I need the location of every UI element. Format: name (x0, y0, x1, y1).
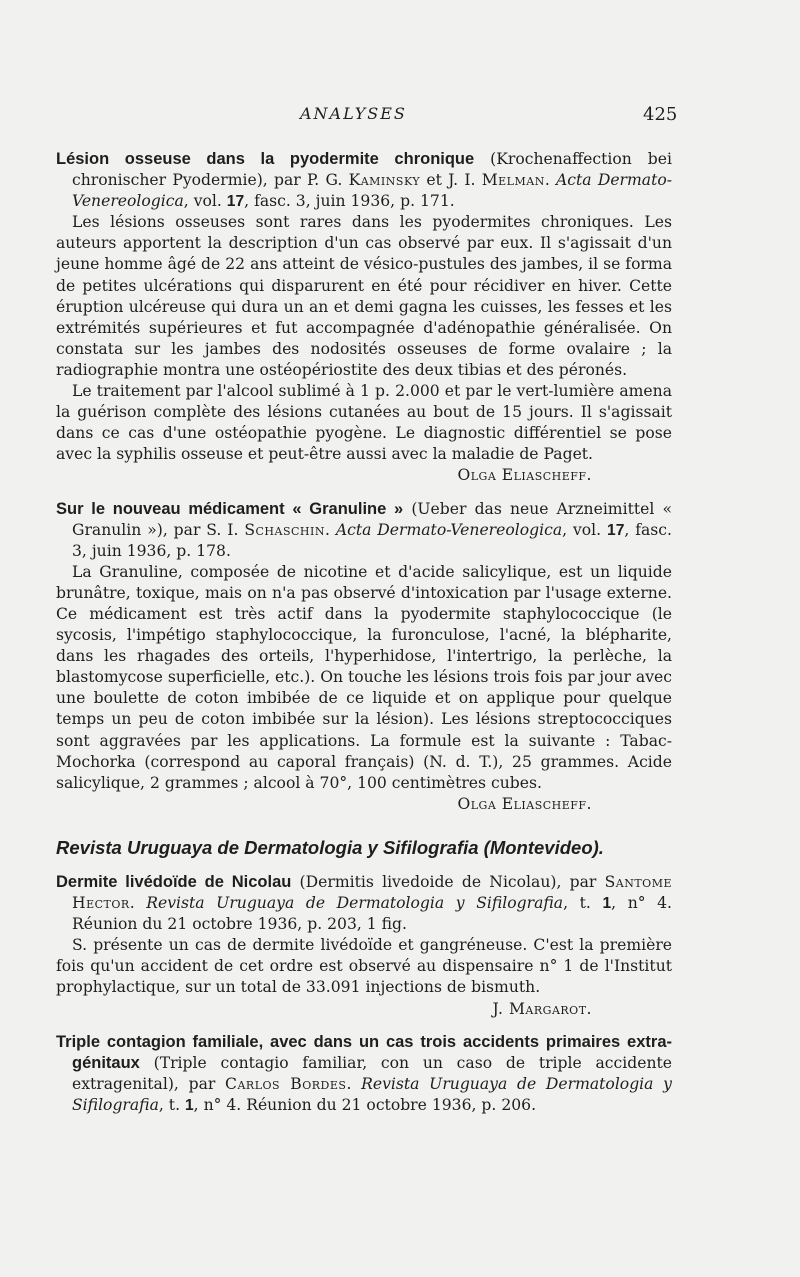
article-body (56, 149, 672, 1116)
reference-text: (Ueber das neue Arzneimittel « Granulin »), par S. I. (72, 499, 672, 539)
reference-text: . (346, 1074, 362, 1093)
reference-text: (Triple contagio familiar, con un caso de triple accidente extragenital), par (72, 1053, 672, 1093)
author-name: Melman (481, 171, 545, 190)
signature (56, 794, 672, 815)
reference-text: , fasc. 3, juin 1936, p. 178. (72, 520, 672, 560)
abstract-heading-3 (56, 872, 672, 935)
author-name: Carlos Bordes (225, 1074, 347, 1093)
volume-number: 1 (602, 895, 612, 913)
abstract-heading-4 (56, 1032, 672, 1116)
reference-text: , vol. (562, 520, 608, 539)
abstract-paragraph: La Granuline, composée de nicotine et d'acide salicylique, est un liquide brunâtre, toxique, mais on n'a pas observé d'intoxication par l'usage externe. Ce médicament est très actif dans la pyodermite staphylococcique (le sycosis, l'impétigo staphylococcique, la furonculose, l'acné, la blépharite, dans les rhagades des orteils, l'hyperhidose, l'intertrigo, la perlèche, la blastomycose superficielle, etc.). On touche les lésions trois fois par jour avec une boulette de coton imbibée de ce liquide et on applique pour quelque temps un peu de coton imbibée sur la lésion). Les lésions streptococciques sont aggravées par les applications. La formule est la suivante : Tabac-Mochorka (correspond au caporal français) (N. d. T.), 25 grammes. Acide salicylique, 2 grammes ; alcool à 70°, 100 centimètres cubes. (56, 562, 672, 792)
reference-text: et J. I. (420, 171, 482, 190)
abstract-heading-2 (56, 499, 672, 562)
abstract-title: Triple contagion familiale, avec dans un cas trois accidents primaires extra-génitaux (56, 1032, 672, 1072)
abstract-title: Lésion osseuse dans la pyodermite chronique (56, 150, 475, 168)
volume-number: 1 (184, 1096, 194, 1114)
journal-name: Acta Dermato-Venereologica (72, 171, 673, 211)
signature-name: Olga Eliascheff. (457, 466, 592, 485)
journal-name: Acta Dermato-Venereologica (335, 520, 563, 539)
reference-text: (Krochenaffection bei chronischer Pyodermie), par P. G. (72, 150, 672, 190)
reference-text: , vol. (183, 192, 227, 211)
section-title: Revista Uruguaya de Dermatologia y Sifilografia (Montevideo). (56, 836, 604, 858)
abstract-paragraph: Les lésions osseuses sont rares dans les pyodermites chroniques. Les auteurs apportent la description d'un cas observé par eux. Il s'agissait d'un jeune homme âgé de 22 ans atteint de vésico-pustules des jambes, il se forma de petites ulcérations qui disparurent en été pour récidiver en hiver. Cette éruption ulcéreuse qui dura un an et demi gagna les cuisses, les fesses et les extrémités supérieures et fut accompagnée d'adénopathie généralisée. On constata sur les jambes des nodosités osseuses de forme ovalaire ; la radiographie montra une ostéopériostite des deux tibias et des péronés. (56, 213, 672, 379)
abstract-heading-1 (56, 149, 672, 212)
reference-text: , n° 4. Réunion du 21 octobre 1936, p. 203, 1 fig. (72, 894, 673, 934)
reference-text: , t. (158, 1095, 185, 1114)
running-header (0, 104, 800, 132)
running-title: ANALYSES (300, 104, 407, 123)
reference-text: (Dermitis livedoide de Nicolau), par (291, 873, 605, 891)
reference-text: . (544, 171, 557, 190)
signature-name: J. Margarot. (492, 999, 592, 1018)
abstract-paragraph: Le traitement par l'alcool sublimé à 1 p. 2.000 et par le vert-lumière amena la guérison complète des lésions cutanées au bout de 15 jours. Il s'agissait dans ce cas d'une ostéopathie pyogène. Le diagnostic différentiel se pose avec la syphilis osseuse et peut-être aussi avec la maladie de Paget. (56, 382, 672, 464)
author-name: Kaminsky (348, 171, 421, 190)
volume-number: 17 (607, 521, 625, 539)
author-name: Schaschin (244, 520, 325, 539)
signature-name: Olga Eliascheff. (457, 794, 592, 813)
abstract-title: Sur le nouveau médicament « Granuline » (56, 499, 404, 518)
journal-name: Revista Uruguaya de Dermatologia y Sifilografia (146, 894, 564, 913)
reference-text: . (129, 894, 147, 913)
reference-text: , n° 4. Réunion du 21 octobre 1936, p. 206. (193, 1095, 537, 1114)
author-name: Santome Hector (72, 873, 672, 913)
abstract-paragraph: S. présente un cas de dermite livédoïde et gangréneuse. C'est la première fois qu'un accident de cet ordre est observé au dispensaire n° 1 de l'Institut prophylactique, sur un total de 33.091 injections de bismuth. (56, 936, 672, 997)
reference-text: . (324, 520, 336, 539)
page-number: 425 (643, 104, 678, 125)
signature (56, 999, 672, 1020)
reference-text: , t. (563, 894, 603, 913)
reference-text: , fasc. 3, juin 1936, p. 171. (244, 192, 455, 211)
signature (56, 465, 672, 486)
abstract-title: Dermite livédoïde de Nicolau (56, 873, 292, 891)
journal-name: Revista Uruguaya de Dermatologia y Sifilografia (72, 1074, 672, 1114)
volume-number: 17 (226, 193, 245, 211)
